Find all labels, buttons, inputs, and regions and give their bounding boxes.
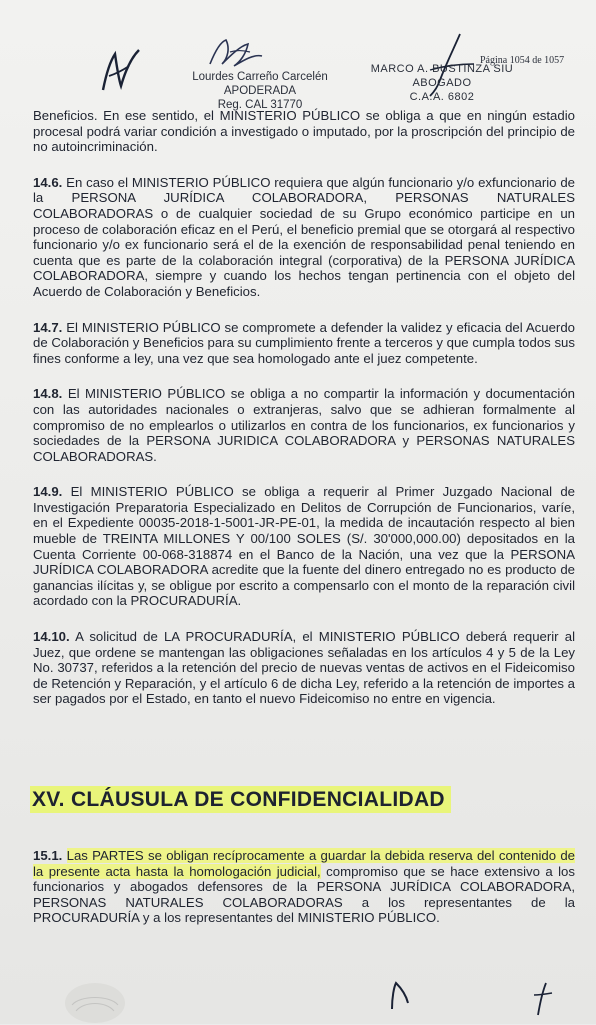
signatory-right-name: MARCO A. BUSTINZA SIU [370,63,514,75]
paragraph-text: El MINISTERIO PÚBLICO se obliga a requerir al Primer Juzgado Nacional de Investigación Preparatoria Especializado en Delitos de Corrupción de Funcionarios, varíe, en el Expediente 00035-2018-1-5001-JR-PE-01, la medida de incautación respecto al bien mueble de TREINTA MILLONES Y 00/100 SOLES (S/. 30'000,000.00) depositados en la Cuenta Corriente 00-068-318874 en el Banco de la Nación, una vez que la PERSONA JURÍDICA COLABORADORA acredite que la fuente del dinero entregado no es producto de ganancias ilícitas y, se obligue por escrito a compensarlo con el monto de la reparación civil acordado con la PROCURADURÍA. [33,484,576,609]
paragraph-text: A solicitud de LA PROCURADURÍA, el MINISTERIO PÚBLICO deberá requerir al Juez, que ordene se mantengan las obligaciones señaladas en los artículos 4 y 5 de la Ley No. 30737, referidos a la retención del precio de nuevas ventas de activos en el Fideicomiso de Retención y Reparación, y el artículo 6 de dicha Ley, referido a la retención de importes a ser pagados por el Estado, en tanto el nuevo Fideicomiso no entre en vigencia. [33,629,575,707]
handwritten-mark-bottom-right-icon [528,979,558,1019]
signatory-left-reg: Reg. CAL 31770 [217,99,303,111]
fingerprint-smudge-icon [60,975,130,1025]
signatory-left-role: APODERADA [223,85,297,97]
clause-number: 15.1. [33,848,63,863]
clause-number: 14.9. [33,484,63,500]
paragraph-15-1 [33,848,575,926]
paragraph-text: En caso el MINISTERIO PÚBLICO requiera que algún funcionario y/o exfuncionario de la PERSONA JURÍDICA COLABORADORA, PERSONAS NATURALES COLABORADORAS o de cualquier sociedad de su Grupo económico participe en un proceso de colaboración eficaz en el Perú, el beneficio premial que se otorgará al respectivo funcionario y/o ex funcionario será el de la exención de responsabilidad penal teniendo en cuenta que es parte de la colaboración integral (corporativa) de la PERSONA JURÍDICA COLABORADORA, siempre y cuando los hechos tengan pertinencia con el objeto del Acuerdo de Colaboración y Beneficios. [33,174,575,299]
clauses-body [33,108,575,727]
signatory-right [368,62,516,104]
signatory-left-name: Lourdes Carreño Carcelén [192,71,328,83]
paragraph-14-7 [33,320,575,367]
handwritten-initial-left-icon [95,40,155,100]
signatory-right-reg: C.A.A. 6802 [409,91,475,103]
page-footer-marks [0,965,596,1024]
section-heading [30,788,550,812]
highlighted-text: Las PARTES se obligan recíprocamente a guardar la debida reserva del contenido de la presente acta hasta la homologación judicial, [33,848,575,879]
paragraph-14-6 [33,175,575,300]
clause-number: 14.8. [33,386,63,402]
page-number: Página 1054 de 1057 [480,55,565,66]
paragraph-14-10 [33,629,575,707]
signatory-right-role: ABOGADO [412,77,472,89]
clause-number: 14.6. [33,174,63,190]
paragraph-14-8 [33,386,575,464]
clause-number: 14.7. [33,319,63,335]
paragraph-text: Beneficios. En ese sentido, el MINISTERIO PÚBLICO se obliga a que en ningún estadio procesal podrá variar condición a investigado o imputado, por la proscripción del principio de no autoincriminación. [33,108,575,155]
page-header [0,0,596,112]
handwritten-signature-apoderada-icon [200,34,280,74]
paragraph-text: El MINISTERIO PÚBLICO se obliga a no compartir la información y documentación con las autoridades nacionales o extranjeras, salvo que se adhieran formalmente al compromiso de no emplearlos o utilizarlos en contra de los funcionarios, ex funcionarios y sociedades de la PERSONA JURIDICA COLABORADORA y PERSONAS NATURALES COLABORADORAS. [33,386,575,464]
handwritten-initial-bottom-icon [380,975,420,1015]
paragraph-text: compromiso que se hace extensivo a los funcionarios y abogados defensores de la PERSONA JURÍDICA COLABORADORA, PERSONAS NATURALES COLABORADORAS a los representantes de la PROCURADURÍA y a los representantes del MINISTERIO PÚBLICO. [33,863,575,926]
clause-number: 14.10. [33,629,70,645]
section-heading-text: XV. CLÁUSULA DE CONFIDENCIALIDAD [30,786,451,813]
paragraph-14-9 [33,484,575,609]
signatory-left [180,70,340,112]
paragraph-text: El MINISTERIO PÚBLICO se compromete a defender la validez y eficacia del Acuerdo de Colaboración y Beneficios para su cumplimiento frente a terceros y que cumpla todos sus fines conforme a ley, una vez que sea homologado ante el juez competente. [33,319,575,366]
paragraph-intro [33,108,575,155]
